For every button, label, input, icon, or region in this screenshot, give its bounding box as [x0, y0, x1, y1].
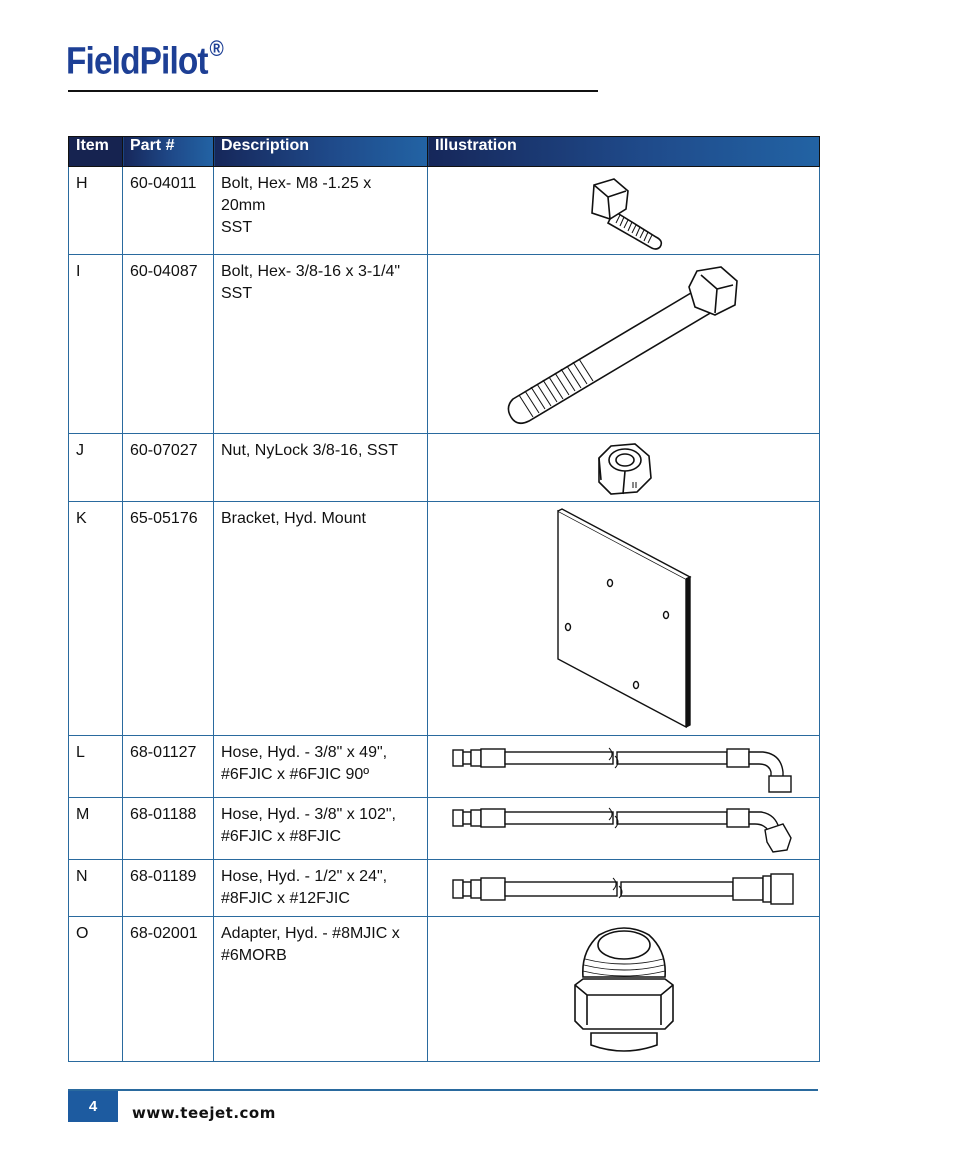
website-link[interactable]: www.teejet.com [132, 1104, 276, 1122]
illustration-cell [428, 860, 820, 917]
description-line: Bracket, Hyd. Mount [221, 510, 366, 527]
description-line: #8FJIC x #12FJIC [221, 890, 350, 907]
description-line: SST [221, 285, 253, 302]
parts-table [68, 136, 820, 1062]
description-line: Bolt, Hex- 3/8-16 x 3-1/4" [221, 263, 401, 280]
description-line: SST [221, 219, 253, 236]
registered-mark: ® [209, 36, 224, 61]
description-cell [214, 798, 428, 860]
part-number-cell: 60-04011 [123, 167, 214, 255]
description-cell [214, 502, 428, 736]
part-number-cell: 68-01189 [123, 860, 214, 917]
description-line: Hose, Hyd. - 3/8" x 102", [221, 806, 396, 823]
short-hex-bolt-icon [564, 171, 684, 251]
table-row [69, 255, 820, 434]
item-cell: N [69, 860, 123, 917]
description-line: Hose, Hyd. - 3/8" x 49", [221, 744, 388, 761]
table-row [69, 798, 820, 860]
part-number-cell: 68-02001 [123, 917, 214, 1062]
table-header-row [69, 137, 820, 167]
description-cell [214, 167, 428, 255]
hose-45-icon [449, 802, 799, 856]
item-cell: L [69, 736, 123, 798]
mount-bracket-icon [554, 507, 694, 731]
description-line: Adapter, Hyd. - #8MJIC x [221, 925, 400, 942]
item-cell: O [69, 917, 123, 1062]
col-header-item: Item [69, 137, 123, 167]
part-number-cell: 60-07027 [123, 434, 214, 502]
description-cell [214, 860, 428, 917]
hose-90-icon [449, 740, 799, 794]
description-line: Nut, NyLock 3/8-16, SST [221, 442, 398, 459]
illustration-cell [428, 255, 820, 434]
description-cell [214, 434, 428, 502]
hyd-adapter-icon [569, 921, 679, 1057]
fieldpilot-logo [66, 36, 224, 83]
description-cell [214, 917, 428, 1062]
table-row [69, 736, 820, 798]
description-line: Hose, Hyd. - 1/2" x 24", [221, 868, 388, 885]
col-header-description: Description [214, 137, 428, 167]
col-header-part: Part # [123, 137, 214, 167]
illustration-cell [428, 736, 820, 798]
illustration-cell [428, 502, 820, 736]
table-row [69, 502, 820, 736]
part-number-cell: 68-01127 [123, 736, 214, 798]
table-row [69, 917, 820, 1062]
item-cell: K [69, 502, 123, 736]
col-header-illustration: Illustration [428, 137, 820, 167]
table-row [69, 860, 820, 917]
footer-rule [68, 1089, 818, 1091]
item-cell: M [69, 798, 123, 860]
table-row [69, 167, 820, 255]
part-number-cell: 65-05176 [123, 502, 214, 736]
nylock-nut-icon [589, 438, 659, 498]
page-number-badge: 4 [68, 1091, 118, 1122]
description-cell [214, 736, 428, 798]
illustration-cell [428, 167, 820, 255]
illustration-cell [428, 917, 820, 1062]
part-number-cell: 60-04087 [123, 255, 214, 434]
item-cell: I [69, 255, 123, 434]
description-line: #6MORB [221, 947, 287, 964]
header-rule [68, 90, 598, 92]
illustration-cell [428, 798, 820, 860]
description-cell [214, 255, 428, 434]
item-cell: H [69, 167, 123, 255]
logo-text: FieldPilot [66, 40, 208, 83]
item-cell: J [69, 434, 123, 502]
illustration-cell [428, 434, 820, 502]
part-number-cell: 68-01188 [123, 798, 214, 860]
description-line: #6FJIC x #8FJIC [221, 828, 342, 845]
description-line: Bolt, Hex- M8 -1.25 x 20mm [221, 175, 372, 214]
hose-straight-icon [449, 868, 799, 908]
description-line: #6FJIC x #6FJIC 90º [221, 766, 370, 783]
long-hex-bolt-icon [489, 259, 759, 429]
table-row [69, 434, 820, 502]
